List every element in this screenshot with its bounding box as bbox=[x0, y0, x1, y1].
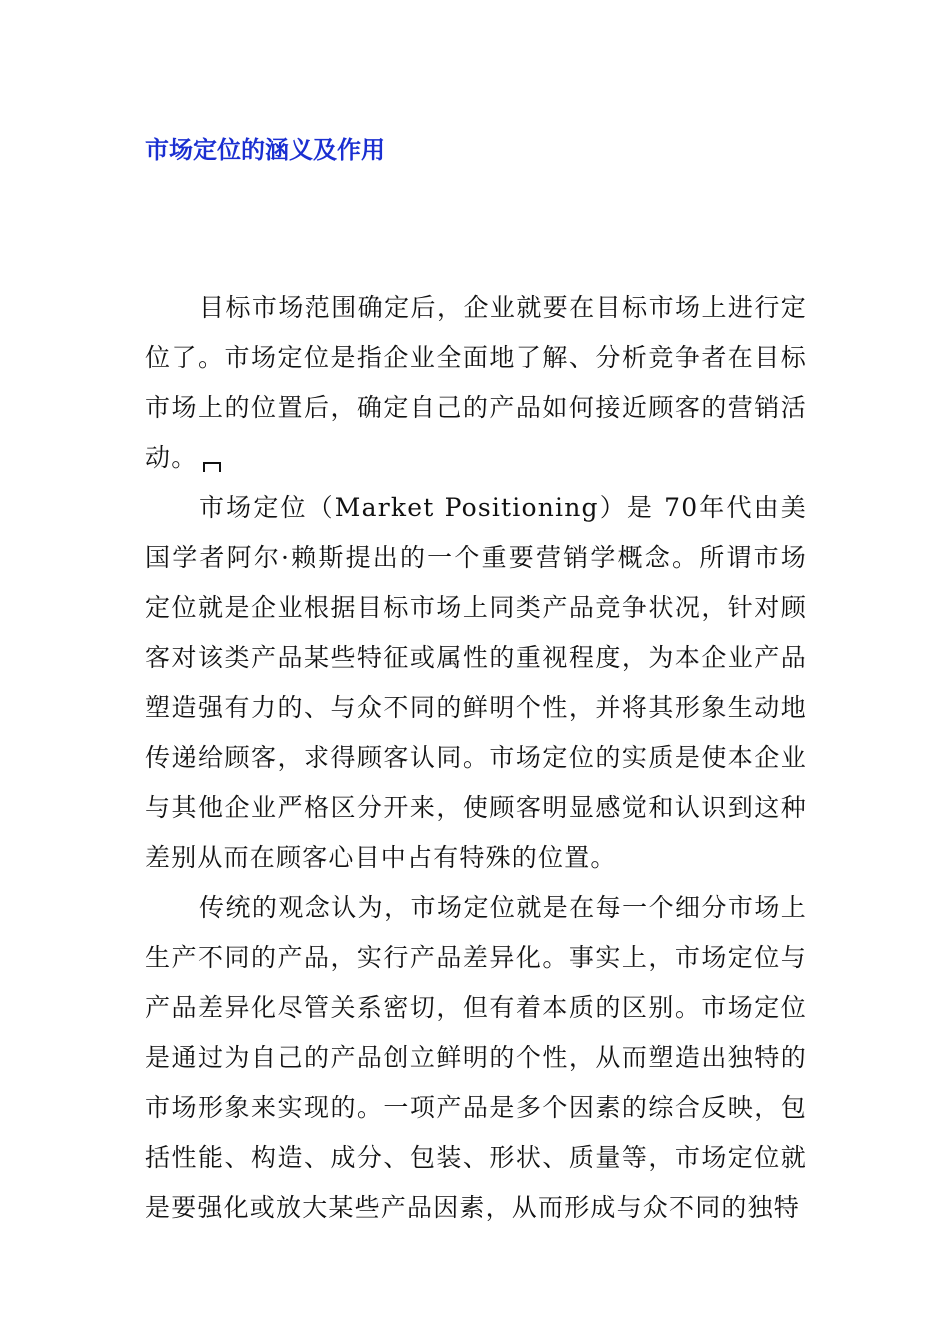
paragraph-1 bbox=[145, 283, 807, 483]
paragraph-1-text: 目标市场范围确定后，企业就要在目标市场上进行定位了。市场定位是指企业全面地了解、分析竞争者在目标市场上的位置后，确定自己的产品如何接近顾客的营销活动。 bbox=[145, 293, 807, 472]
document-body bbox=[145, 283, 807, 1233]
paragraph-3: 传统的观念认为，市场定位就是在每一个细分市场上生产不同的产品，实行产品差异化。事实上，市场定位与产品差异化尽管关系密切，但有着本质的区别。市场定位是通过为自己的产品创立鲜明的个性，从而塑造出独特的市场形象来实现的。一项产品是多个因素的综合反映，包括性能、构造、成分、包装、形状、质量等，市场定位就是要强化或放大某些产品因素，从而形成与众不同的独特 bbox=[145, 893, 807, 1222]
paragraph-2: 市场定位（Market Positioning）是 70年代由美国学者阿尔·赖斯提出的一个重要营销学概念。所谓市场定位就是企业根据目标市场上同类产品竞争状况，针对顾客对该类产品某些特征或属性的重视程度，为本企业产品塑造强有力的、与众不同的鲜明个性，并将其形象生动地传递给顾客，求得顾客认同。市场定位的实质是使本企业与其他企业严格区分开来，使顾客明显感觉和认识到这种差别从而在顾客心目中占有特殊的位置。 bbox=[145, 493, 807, 872]
bracket-mark-icon bbox=[203, 462, 221, 472]
document-title: 市场定位的涵义及作用 bbox=[145, 135, 385, 164]
